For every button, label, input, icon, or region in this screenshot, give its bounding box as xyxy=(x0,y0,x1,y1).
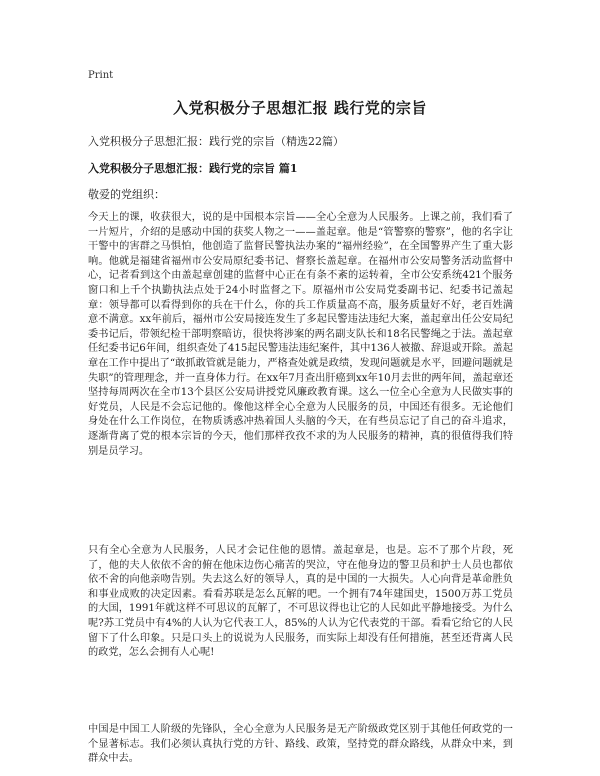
paragraph-1: 今天上的课，收获很大，说的是中国根本宗旨——全心全意为人民服务。上课之前，我们看了一片短片，介绍的是感动中国的获奖人物之一——盖起章。他是“管警察的警察”，他的名字让干警中的害群之马惧怕，他创造了监督民警执法办案的“福州经验”，在全国警界产生了重大影响。他就是福建省福州市公安局原纪委书记、督察长盖起章。在福州市公安局警务活动监督中心，记者看到这个由盖起章创建的监督中心正在有条不紊的运转着，全市公安系统421个服务窗口和上千个执勤执法点处于24小时监督之下。原福州市公安局党委副书记、纪委书记盖起章：领导都可以看得到你的兵在干什么，你的兵工作质量高不高，服务质量好不好，老百姓满意不满意。xx年前后，福州市公安局接连发生了多起民警违法违纪大案，盖起章出任公安局纪委书记后，带领纪检干部明察暗访，很快将涉案的两名副支队长和18名民警绳之于法。盖起章任纪委书记6年间，组织查处了415起民警违法违纪案件，其中136人被撤、辞退或开除。盖起章在工作中提出了“敢抓敢管就是能力，严格查处就是政绩，发现问题就是水平，回避问题就是失职”的管理理念，并一直身体力行。在xx年7月查出肝癌到xx年10月去世的两年间，盖起章还坚持每周两次在全市13个县区公安局讲授党风廉政教育课。这么一位全心全意为人民做实事的好党员，人民是不会忘记他的。像他这样全心全意为人民服务的员，中国还有很多。无论他们身处在什么工作岗位，在物质诱惑冲热着国人头脑的今天，在有些员忘记了自己的奋斗追求，逐渐背离了党的根本宗旨的今天，他们那样孜孜不求的为人民服务的精神，真的很值得我们特别是员学习。 xyxy=(88,212,513,457)
paragraph-3: 中国是中国工人阶级的先锋队，全心全意为人民服务是无产阶级政党区别于其他任何政党的一个显著标志。我们必须认真执行党的方针、路线、政策，坚持党的群众路线，从群众中来，到群众中去。 xyxy=(88,724,513,765)
print-label: Print xyxy=(88,70,114,81)
salutation: 敬爱的党组织： xyxy=(88,188,165,201)
page-title: 入党积极分子思想汇报 践行党的宗旨 xyxy=(173,99,427,117)
section-heading: 入党积极分子思想汇报：践行党的宗旨 篇1 xyxy=(88,162,298,175)
paragraph-2: 只有全心全意为人民服务，人民才会记住他的恩情。盖起章是，也是。忘不了那个片段，死了，他的夫人依依不舍的俯在他床边伤心痛苦的哭泣，守在他身边的警卫员和护士人员也都依依不舍的向他亲吻告别。失去这么好的领导人，真的是中国的一大损失。人心向背是革命胜负和事业成败的决定因素。看看苏联是怎么瓦解的吧。一个拥有74年建国史，1500万苏工党员的大国，1991年就这样不可思议的瓦解了，不可思议得也让它的人民如此平静地接受。为什么呢?苏工党员中有4%的人认为它代表工人，85%的人认为它代表党的干部。看看它给它的人民留下了什么印象。只是口头上的说说为人民服务，而实际上却没有任何措施，甚至还背离人民的政党，怎么会拥有人心呢! xyxy=(88,545,513,659)
subtitle: 入党积极分子思想汇报：践行党的宗旨（精选22篇） xyxy=(88,135,344,148)
